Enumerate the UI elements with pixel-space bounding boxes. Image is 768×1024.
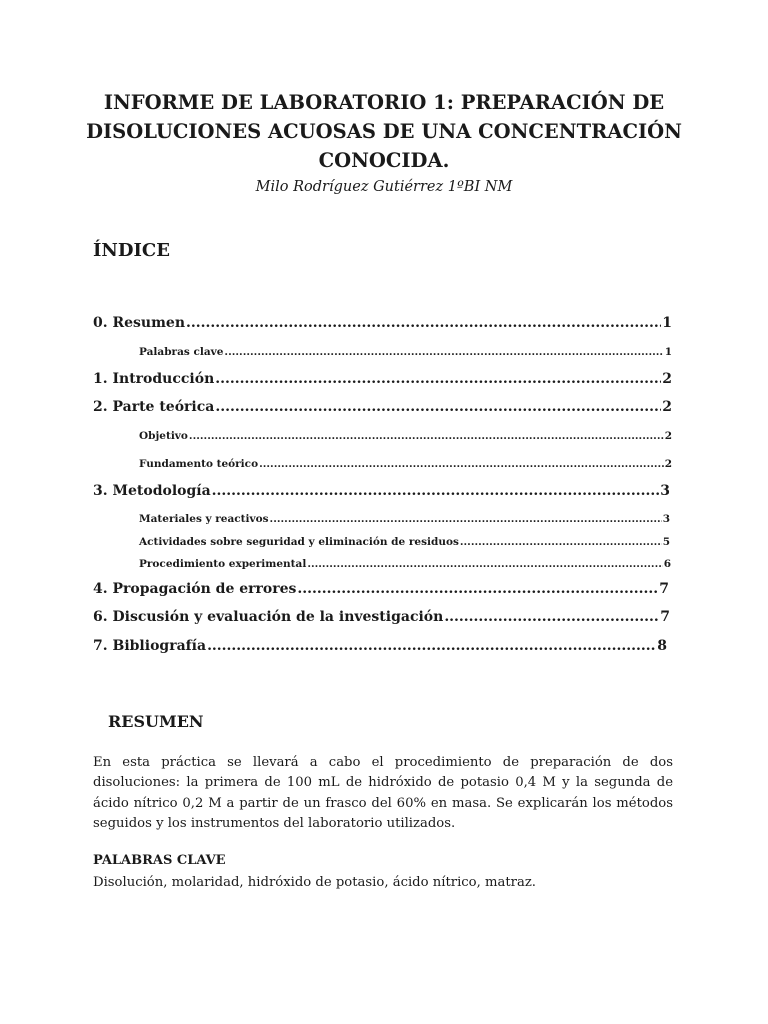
toc-entry-page: 6 [663, 558, 671, 570]
toc-entry-label: Actividades sobre seguridad y eliminación de residuos [139, 536, 459, 548]
toc-leader [297, 580, 658, 598]
toc-entry-page: 8 [657, 638, 667, 654]
toc-entry-label: 0. Resumen [93, 315, 185, 331]
keywords-text: Disolución, molaridad, hidróxido de potasio, ácido nítrico, matraz. [93, 875, 536, 890]
toc-entry [139, 557, 671, 571]
toc-leader [307, 557, 662, 571]
toc-leader [207, 637, 656, 655]
toc-entry [93, 608, 670, 626]
toc-leader [215, 398, 661, 416]
toc-leader [186, 314, 661, 332]
toc-leader [259, 457, 664, 471]
toc-entry-label: 1. Introducción [93, 371, 215, 387]
toc-entry [139, 345, 672, 359]
toc-entry-page: 2 [662, 399, 672, 415]
summary-heading: RESUMEN [108, 712, 204, 731]
toc-entry-label: 6. Discusión y evaluación de la investigación [93, 609, 444, 625]
keywords-heading: PALABRAS CLAVE [93, 853, 226, 868]
toc-leader [189, 429, 664, 443]
toc-entry-page: 3 [662, 513, 670, 525]
author-line: Milo Rodríguez Gutiérrez 1ºBI NM [255, 179, 513, 195]
toc-entry-page: 7 [659, 581, 669, 597]
toc-entry-label: Materiales y reactivos [139, 513, 269, 525]
toc-entry-label: 7. Bibliografía [93, 638, 207, 654]
toc-entry-label: 3. Metodología [93, 483, 211, 499]
toc-entry [93, 637, 667, 655]
toc-leader [460, 535, 662, 549]
document-title: INFORME DE LABORATORIO 1: PREPARACIÓN DE DISOLUCIONES ACUOSAS DE UNA CONCENTRACIÓN CONOCIDA. [86, 91, 682, 172]
toc-entry-page: 2 [662, 371, 672, 387]
toc-entry-label: 4. Propagación de errores [93, 581, 297, 597]
toc-entry [93, 370, 672, 388]
toc-entry-page: 2 [664, 458, 672, 470]
toc-leader [270, 512, 662, 526]
toc-entry [93, 398, 672, 416]
toc-entry [139, 429, 672, 443]
toc-entry-label: Palabras clave [139, 346, 224, 358]
toc-entry-label: Objetivo [139, 430, 188, 442]
toc-entry-label: Procedimiento experimental [139, 558, 307, 570]
toc-entry-page: 3 [660, 483, 670, 499]
toc-entry [93, 482, 670, 500]
toc-entry-page: 7 [660, 609, 670, 625]
toc-entry [139, 535, 670, 549]
toc-entry [139, 457, 672, 471]
toc-leader [444, 608, 659, 626]
toc-heading: ÍNDICE [93, 240, 170, 261]
toc-entry-page: 5 [662, 536, 670, 548]
toc-leader [215, 370, 661, 388]
summary-paragraph: En esta práctica se llevará a cabo el procedimiento de preparación de dos disoluciones: la primera de 100 mL de hidróxido de potasio 0,4 M y la segunda de ácido nítrico 0,2 M a partir de un frasco del 60% en masa. Se explicarán los métodos seguidos y los instrumentos del laboratorio utilizados. [93, 755, 673, 831]
toc-entry-page: 1 [662, 315, 672, 331]
toc-entry [93, 580, 669, 598]
toc-entry [93, 314, 672, 332]
toc-entry [139, 512, 670, 526]
toc-entry-label: 2. Parte teórica [93, 399, 215, 415]
toc-entry-label: Fundamento teórico [139, 458, 259, 470]
toc-leader [224, 345, 663, 359]
toc-entry-page: 2 [664, 430, 672, 442]
toc-leader [212, 482, 660, 500]
toc-entry-page: 1 [664, 346, 672, 358]
